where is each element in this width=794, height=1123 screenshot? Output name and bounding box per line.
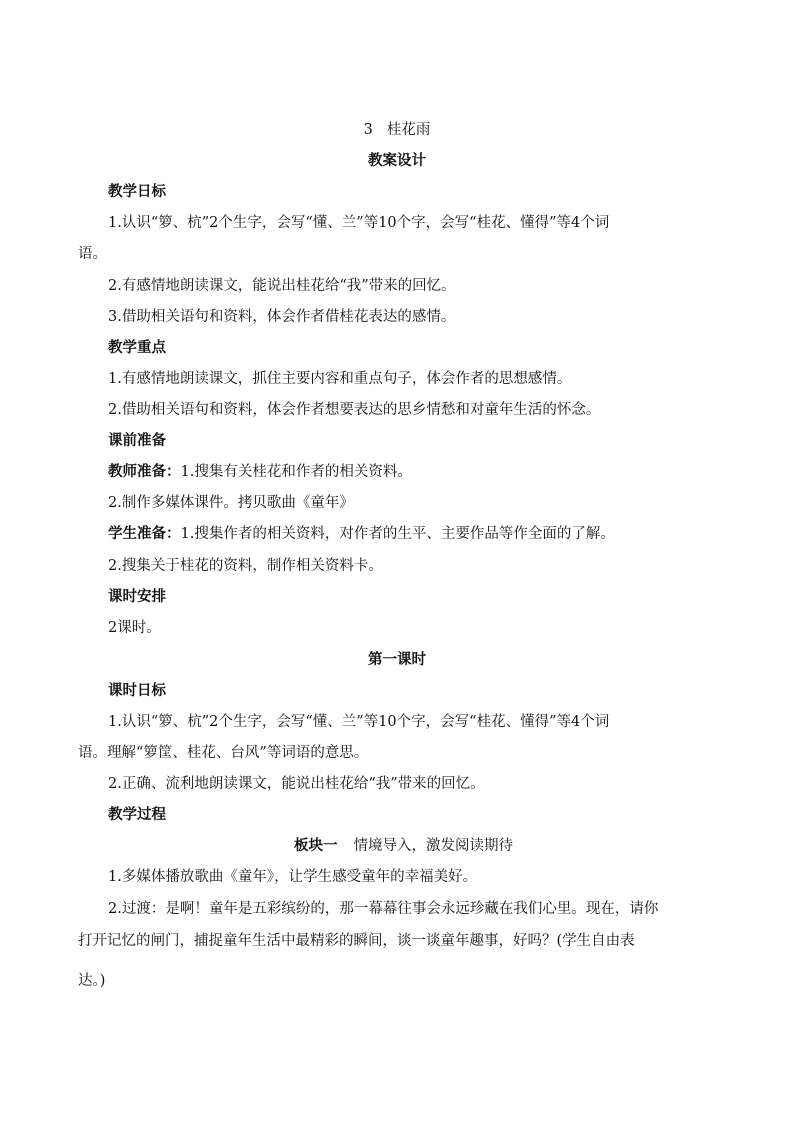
lesson-title [0, 120, 794, 140]
teacher-prep-1-text: 1.搜集有关桂花和作者的相关资料。 [180, 464, 412, 480]
goal-2: 2.有感情地朗读课文，能说出桂花给“我”带来的回忆。 [108, 278, 456, 294]
goal-1-line-2: 语。 [78, 246, 107, 262]
student-prep-1-text: 1.搜集作者的相关资料，对作者的生平、主要作品等作全面的了解。 [180, 526, 615, 542]
lesson-1-heading: 第一课时 [368, 652, 426, 668]
step-2-line-2: 打开记忆的闸门，捕捉童年生活中最精彩的瞬间，谈一谈童年趣事，好吗？(学生自由表 [78, 933, 635, 949]
student-prep-1 [108, 524, 615, 544]
schedule-heading: 课时安排 [108, 589, 166, 605]
goals-heading: 教学日标 [108, 184, 166, 200]
lesson-name: 桂花雨 [386, 122, 431, 138]
lesson-1-goal-1-line-1: 1.认识“箩、杭”2个生字，会写“懂、兰”等10个字，会写“桂花、懂得”等4个词 [108, 714, 610, 730]
process-heading: 教学过程 [108, 807, 166, 823]
document-subtitle: 教案设计 [368, 153, 426, 169]
block-1-name: 情境导入，激发阅读期待 [353, 838, 513, 854]
goal-3: 3.借助相关语句和资料，体会作者借桂花表达的感情。 [108, 309, 456, 325]
lesson-1-goal-2: 2.正确、流利地朗读课文，能说出桂花给“我”带来的回忆。 [108, 776, 485, 792]
step-2-line-1: 2.过渡：是啊！童年是五彩缤纷的，那一幕幕往事会永远珍藏在我们心里。现在，请你 [108, 901, 659, 917]
block-1-title [294, 836, 513, 856]
teacher-prep-label: 教师准备： [108, 464, 181, 480]
schedule-text: 2课时。 [108, 620, 161, 636]
step-1: 1.多媒体播放歌曲《童年》，让学生感受童年的幸福美好。 [108, 869, 478, 885]
key-point-1: 1.有感情地朗读课文，抓住主要内容和重点句子，体会作者的思想感情。 [108, 371, 572, 387]
goal-1-line-1: 1.认识“箩、杭”2个生字，会写“懂、兰”等10个字，会写“桂花、懂得”等4个词 [108, 215, 610, 231]
student-prep-label: 学生准备： [108, 526, 181, 542]
teacher-prep-2: 2.制作多媒体课件。拷贝歌曲《童年》 [108, 495, 354, 511]
key-points-heading: 教学重点 [108, 340, 166, 356]
lesson-1-goal-1-line-2: 语。理解“箩筐、桂花、台风”等词语的意思。 [78, 745, 369, 761]
lesson-number: 3 [363, 122, 373, 138]
student-prep-2: 2.搜集关于桂花的资料，制作相关资料卡。 [108, 558, 383, 574]
preparation-heading: 课前准备 [108, 433, 166, 449]
teacher-prep-1 [108, 462, 412, 482]
lesson-1-goals-heading: 课时日标 [108, 683, 166, 699]
block-1-label: 板块一 [294, 838, 338, 854]
key-point-2: 2.借助相关语句和资料，体会作者想要表达的思乡情愁和对童年生活的怀念。 [108, 402, 601, 418]
step-2-line-3: 达。) [78, 973, 106, 989]
